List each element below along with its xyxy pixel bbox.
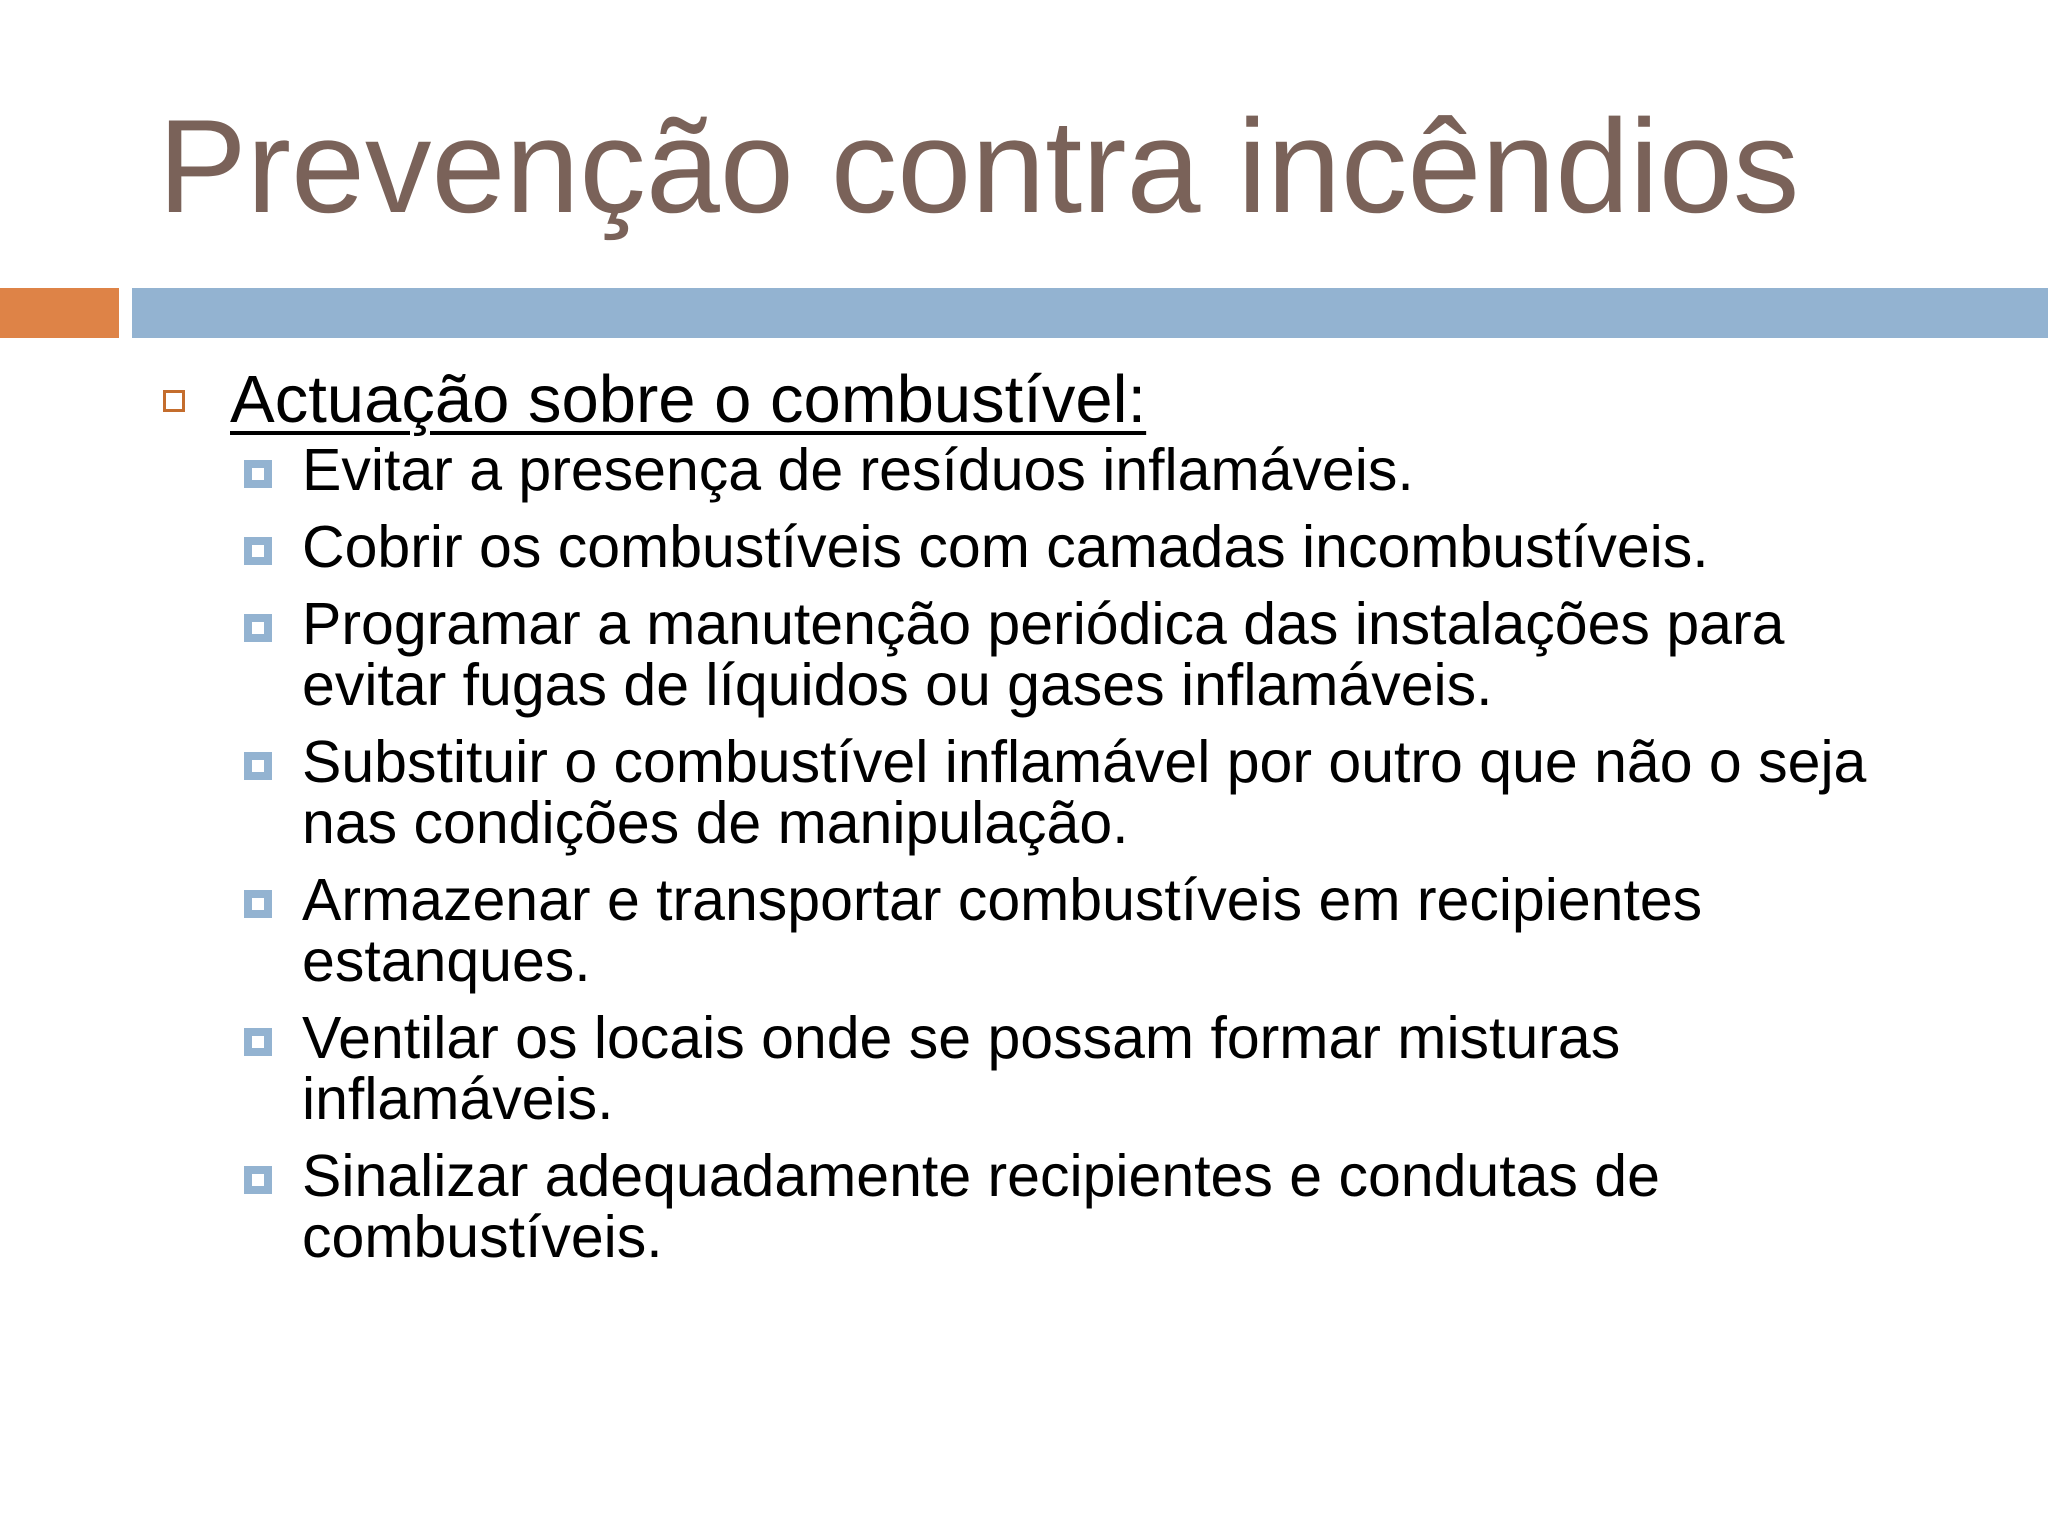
list-item-text: Sinalizar adequadamente recipientes e condutas de combustíveis. xyxy=(302,1143,1660,1270)
square-bullet-icon xyxy=(244,537,272,565)
list-item-text: Armazenar e transportar combustíveis em recipientes estanques. xyxy=(302,867,1703,994)
section-heading xyxy=(160,360,1940,440)
list-item-text: Substituir o combustível inflamável por outro que não o seja nas condições de manipulação. xyxy=(302,729,1867,856)
list-item xyxy=(160,437,1940,503)
bullet-list xyxy=(160,437,1940,1270)
square-bullet-icon xyxy=(244,890,272,918)
list-item-text: Cobrir os combustíveis com camadas incombustíveis. xyxy=(302,514,1709,580)
accent-bar-blue xyxy=(132,288,2048,338)
list-item xyxy=(160,867,1940,994)
section-heading-label: Actuação sobre o combustível: xyxy=(230,362,1147,437)
accent-bar-orange xyxy=(0,288,119,338)
square-bullet-icon xyxy=(244,614,272,642)
list-item-text: Programar a manutenção periódica das instalações para evitar fugas de líquidos ou gases inflamáveis. xyxy=(302,591,1785,718)
square-bullet-icon xyxy=(244,1028,272,1056)
square-bullet-icon xyxy=(244,460,272,488)
list-item-text: Evitar a presença de resíduos inflamáveis. xyxy=(302,437,1414,503)
hollow-square-bullet-icon xyxy=(163,390,185,412)
list-item-text: Ventilar os locais onde se possam formar misturas inflamáveis. xyxy=(302,1005,1621,1132)
list-item xyxy=(160,729,1940,856)
list-item xyxy=(160,1143,1940,1270)
list-item xyxy=(160,591,1940,718)
list-item xyxy=(160,1005,1940,1132)
square-bullet-icon xyxy=(244,752,272,780)
list-item xyxy=(160,514,1940,580)
slide-content xyxy=(160,360,1940,1268)
square-bullet-icon xyxy=(244,1166,272,1194)
slide-title: Prevenção contra incêndios xyxy=(158,93,1800,241)
